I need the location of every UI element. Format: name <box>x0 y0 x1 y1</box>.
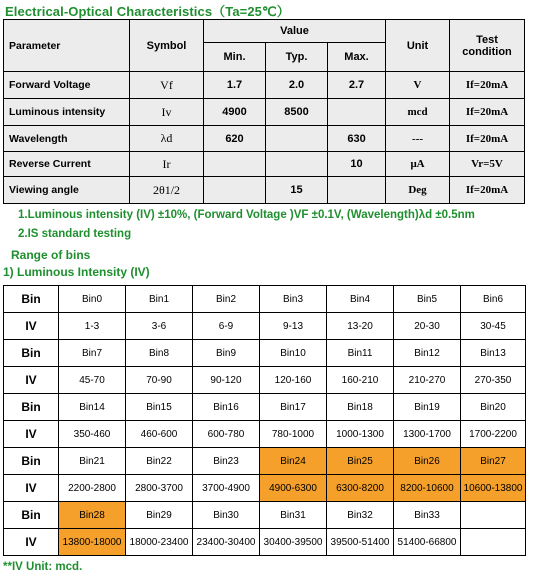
bin-name-cell: Bin19 <box>394 394 461 421</box>
bin-name-cell: Bin21 <box>59 448 126 475</box>
typ-cell: 2.0 <box>266 72 328 99</box>
min-cell: 1.7 <box>204 72 266 99</box>
bin-row-label: Bin <box>4 448 59 475</box>
bin-row <box>4 502 526 529</box>
range-of-bins-title: Range of bins <box>11 248 91 262</box>
condition-cell: If=20mA <box>450 99 525 126</box>
iv-range-cell: 70-90 <box>126 367 193 394</box>
iv-range-cell: 6300-8200 <box>327 475 394 502</box>
bin-name-cell: Bin20 <box>461 394 526 421</box>
iv-range-cell <box>461 529 526 556</box>
iv-unit-footnote: **IV Unit: mcd. <box>3 561 83 573</box>
iv-range-cell: 210-270 <box>394 367 461 394</box>
parameter-cell: Wavelength <box>4 126 130 152</box>
test-condition-header <box>450 20 525 72</box>
eo-row <box>4 152 525 177</box>
bin-row <box>4 340 526 367</box>
iv-range-cell: 600-780 <box>193 421 260 448</box>
max-cell: 630 <box>328 126 386 152</box>
bin-row <box>4 394 526 421</box>
bin-row-label: Bin <box>4 340 59 367</box>
bin-name-cell: Bin3 <box>260 286 327 313</box>
eo-row <box>4 177 525 204</box>
parameter-header: Parameter <box>4 20 130 72</box>
iv-range-cell: 90-120 <box>193 367 260 394</box>
symbol-cell: Iv <box>130 99 204 126</box>
bin-name-cell: Bin6 <box>461 286 526 313</box>
bin-name-cell: Bin0 <box>59 286 126 313</box>
bin-row <box>4 286 526 313</box>
iv-range-cell: 18000-23400 <box>126 529 193 556</box>
electrical-optical-table <box>3 19 525 204</box>
test-header-line2: condition <box>462 45 512 58</box>
bin-name-cell: Bin12 <box>394 340 461 367</box>
iv-row <box>4 367 526 394</box>
iv-range-cell: 1700-2200 <box>461 421 526 448</box>
bin-row-label: Bin <box>4 286 59 313</box>
bin-name-cell: Bin8 <box>126 340 193 367</box>
symbol-header: Symbol <box>130 20 204 72</box>
bin-name-cell: Bin5 <box>394 286 461 313</box>
iv-range-cell: 45-70 <box>59 367 126 394</box>
iv-range-cell: 8200-10600 <box>394 475 461 502</box>
iv-range-cell: 13-20 <box>327 313 394 340</box>
test-header-line1: Test <box>476 33 498 46</box>
value-header: Value <box>204 20 386 43</box>
iv-row <box>4 421 526 448</box>
iv-range-cell: 30-45 <box>461 313 526 340</box>
bin-name-cell: Bin24 <box>260 448 327 475</box>
max-cell: 10 <box>328 152 386 177</box>
condition-cell: Vr=5V <box>450 152 525 177</box>
iv-row-label: IV <box>4 421 59 448</box>
luminous-intensity-title: 1) Luminous Intensity (IV) <box>3 265 150 279</box>
iv-row <box>4 313 526 340</box>
symbol-cell: λd <box>130 126 204 152</box>
iv-range-cell: 780-1000 <box>260 421 327 448</box>
bin-name-cell: Bin22 <box>126 448 193 475</box>
iv-range-cell: 39500-51400 <box>327 529 394 556</box>
iv-range-cell: 10600-13800 <box>461 475 526 502</box>
bin-name-cell: Bin32 <box>327 502 394 529</box>
eo-row <box>4 72 525 99</box>
condition-cell: If=20mA <box>450 126 525 152</box>
typ-cell <box>266 126 328 152</box>
parameter-cell: Viewing angle <box>4 177 130 204</box>
iv-range-cell: 6-9 <box>193 313 260 340</box>
iv-range-cell: 160-210 <box>327 367 394 394</box>
bin-name-cell: Bin7 <box>59 340 126 367</box>
iv-range-cell: 9-13 <box>260 313 327 340</box>
note-tolerance: 1.Luminous intensity (IV) ±10%, (Forward Voltage )VF ±0.1V, (Wavelength)λd ±0.5nm <box>18 209 475 221</box>
bin-name-cell: Bin4 <box>327 286 394 313</box>
bin-name-cell: Bin9 <box>193 340 260 367</box>
bin-name-cell: Bin23 <box>193 448 260 475</box>
condition-cell: If=20mA <box>450 72 525 99</box>
bin-name-cell: Bin33 <box>394 502 461 529</box>
unit-header: Unit <box>386 20 450 72</box>
typ-cell <box>266 152 328 177</box>
eo-row <box>4 99 525 126</box>
bin-row-label: Bin <box>4 394 59 421</box>
unit-cell: V <box>386 72 450 99</box>
bin-name-cell: Bin14 <box>59 394 126 421</box>
bin-row-label: Bin <box>4 502 59 529</box>
iv-range-cell: 13800-18000 <box>59 529 126 556</box>
iv-row-label: IV <box>4 367 59 394</box>
symbol-cell: Vf <box>130 72 204 99</box>
condition-cell: If=20mA <box>450 177 525 204</box>
bins-table-body <box>4 286 526 556</box>
max-header: Max. <box>328 43 386 72</box>
iv-range-cell: 23400-30400 <box>193 529 260 556</box>
parameter-cell: Luminous intensity <box>4 99 130 126</box>
bin-name-cell: Bin29 <box>126 502 193 529</box>
min-cell: 620 <box>204 126 266 152</box>
iv-row <box>4 475 526 502</box>
iv-range-cell: 51400-66800 <box>394 529 461 556</box>
typ-cell: 8500 <box>266 99 328 126</box>
iv-range-cell: 3-6 <box>126 313 193 340</box>
iv-range-cell: 2200-2800 <box>59 475 126 502</box>
bin-name-cell: Bin13 <box>461 340 526 367</box>
bin-name-cell <box>461 502 526 529</box>
min-cell: 4900 <box>204 99 266 126</box>
min-cell <box>204 152 266 177</box>
min-cell <box>204 177 266 204</box>
bin-name-cell: Bin11 <box>327 340 394 367</box>
page-title: Electrical-Optical Characteristics（Ta=25℃） <box>5 4 290 19</box>
bin-name-cell: Bin1 <box>126 286 193 313</box>
bin-name-cell: Bin31 <box>260 502 327 529</box>
symbol-cell: 2θ1/2 <box>130 177 204 204</box>
eo-table-body <box>4 72 525 204</box>
eo-row <box>4 126 525 152</box>
iv-range-cell: 1-3 <box>59 313 126 340</box>
bin-name-cell: Bin10 <box>260 340 327 367</box>
bin-row <box>4 448 526 475</box>
note-standard: 2.IS standard testing <box>18 228 132 240</box>
bin-name-cell: Bin27 <box>461 448 526 475</box>
iv-row-label: IV <box>4 475 59 502</box>
symbol-cell: Ir <box>130 152 204 177</box>
unit-cell: μA <box>386 152 450 177</box>
iv-range-cell: 1300-1700 <box>394 421 461 448</box>
bins-table <box>3 285 526 556</box>
bin-name-cell: Bin26 <box>394 448 461 475</box>
min-header: Min. <box>204 43 266 72</box>
bin-name-cell: Bin30 <box>193 502 260 529</box>
bin-name-cell: Bin25 <box>327 448 394 475</box>
parameter-cell: Reverse Current <box>4 152 130 177</box>
iv-range-cell: 460-600 <box>126 421 193 448</box>
iv-range-cell: 1000-1300 <box>327 421 394 448</box>
typ-header: Typ. <box>266 43 328 72</box>
iv-range-cell: 4900-6300 <box>260 475 327 502</box>
unit-cell: --- <box>386 126 450 152</box>
bin-name-cell: Bin28 <box>59 502 126 529</box>
iv-range-cell: 350-460 <box>59 421 126 448</box>
max-cell <box>328 99 386 126</box>
iv-row-label: IV <box>4 313 59 340</box>
iv-range-cell: 3700-4900 <box>193 475 260 502</box>
typ-cell: 15 <box>266 177 328 204</box>
bin-name-cell: Bin18 <box>327 394 394 421</box>
bin-name-cell: Bin2 <box>193 286 260 313</box>
bin-name-cell: Bin16 <box>193 394 260 421</box>
iv-range-cell: 30400-39500 <box>260 529 327 556</box>
iv-range-cell: 270-350 <box>461 367 526 394</box>
iv-range-cell: 2800-3700 <box>126 475 193 502</box>
iv-range-cell: 120-160 <box>260 367 327 394</box>
unit-cell: Deg <box>386 177 450 204</box>
iv-range-cell: 20-30 <box>394 313 461 340</box>
iv-row <box>4 529 526 556</box>
bin-name-cell: Bin15 <box>126 394 193 421</box>
parameter-cell: Forward Voltage <box>4 72 130 99</box>
bin-name-cell: Bin17 <box>260 394 327 421</box>
max-cell <box>328 177 386 204</box>
iv-row-label: IV <box>4 529 59 556</box>
max-cell: 2.7 <box>328 72 386 99</box>
unit-cell: mcd <box>386 99 450 126</box>
